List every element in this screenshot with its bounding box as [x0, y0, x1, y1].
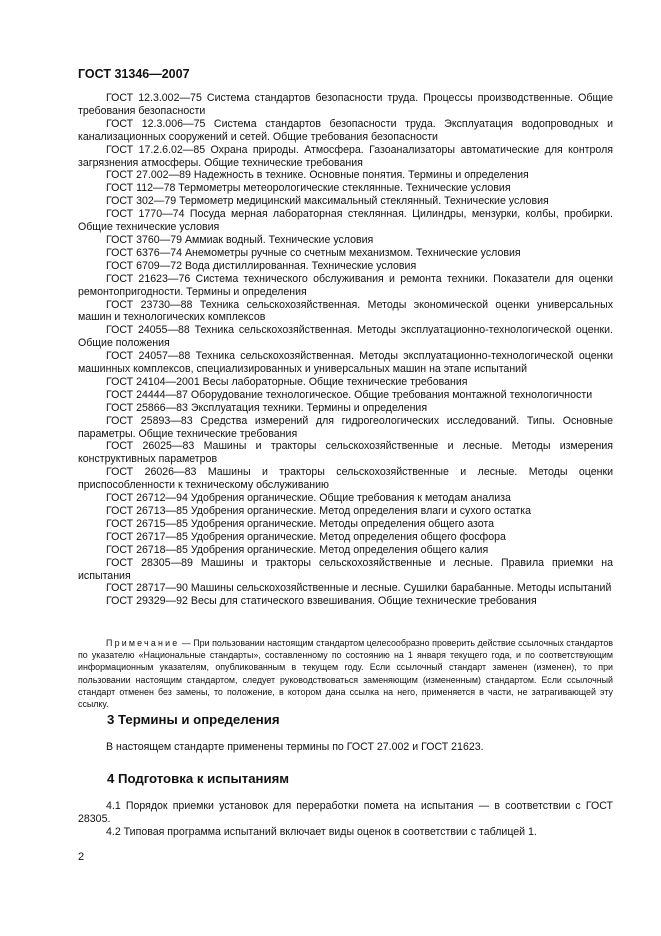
- reference-item: ГОСТ 28305—89 Машины и тракторы сельскохозяйственные и лесные. Правила приемки на испытания: [78, 556, 613, 582]
- note-text: — При пользовании настоящим стандартом целесообразно проверить действие ссылочных стандартов по указателю «Национальные стандарты», составленному по состоянию на 1 января текущего года, и по соответствующим информационным указателям, опубликованным в текущем году. Если ссылочный стандарт заменен (изменен), то при пользовании настоящим стандартом, следует руководствоваться заменяющим (измененным) стандартом. Если ссылочный стандарт отменен без замены, то положение, в котором дана ссылка на него, применяется в части, не затрагивающей эту ссылку.: [78, 638, 614, 710]
- reference-item: ГОСТ 12.3.002—75 Система стандартов безопасности труда. Процессы производственные. Общие требования безопасности: [78, 92, 613, 117]
- reference-item: ГОСТ 26025—83 Машины и тракторы сельскохозяйственные и лесные. Методы измерения конструктивных параметров: [78, 440, 613, 466]
- section-4-paragraph-2: 4.2 Типовая программа испытаний включает виды оценок в соответствии с таблицей 1.: [106, 826, 537, 838]
- reference-item: ГОСТ 26715—85 Удобрения органические. Методы определения общего азота: [106, 517, 495, 530]
- section-4-paragraph-1: 4.1 Порядок приемки установок для переработки помета на испытания — в соответствии с ГОСТ 28305.: [78, 800, 613, 825]
- reference-item: ГОСТ 26718—85 Удобрения органические. Метод определения общего калия: [106, 543, 489, 556]
- reference-item: ГОСТ 6376—74 Анемометры ручные со счетным механизмом. Технические условия: [106, 246, 521, 259]
- reference-item: ГОСТ 17.2.6.02—85 Охрана природы. Атмосфера. Газоанализаторы автоматические для контроля загрязнения атмосферы. Общие технические требования: [78, 143, 613, 169]
- reference-item: ГОСТ 112—78 Термометры метеорологические стеклянные. Технические условия: [106, 182, 511, 195]
- reference-item: ГОСТ 302—79 Термометр медицинский максимальный стеклянный. Технические условия: [106, 195, 549, 208]
- reference-item: ГОСТ 25866—83 Эксплуатация техники. Термины и определения: [106, 401, 428, 414]
- note-label: Примечание: [106, 638, 180, 648]
- reference-item: ГОСТ 6709—72 Вода дистиллированная. Технические условия: [106, 259, 417, 272]
- reference-item: ГОСТ 1770—74 Посуда мерная лабораторная стеклянная. Цилиндры, мензурки, колбы, пробирки. Общие технические условия: [78, 208, 613, 234]
- note-paragraph: [78, 637, 613, 710]
- reference-item: ГОСТ 29329—92 Весы для статического взвешивания. Общие технические требования: [106, 595, 537, 608]
- reference-item: ГОСТ 28717—90 Машины сельскохозяйственные и лесные. Сушилки барабанные. Методы испытаний: [106, 582, 612, 595]
- reference-item: ГОСТ 24444—87 Оборудование технологическое. Общие требования монтажной технологичности: [106, 388, 593, 401]
- reference-item: ГОСТ 21623—76 Система технического обслуживания и ремонта техники. Показатели для оценки ремонтопригодности. Термины и определения: [78, 272, 613, 298]
- reference-item: ГОСТ 26717—85 Удобрения органические. Метод определения общего фосфора: [106, 530, 506, 543]
- section-4-title: 4 Подготовка к испытаниям: [107, 771, 290, 786]
- reference-list: [78, 92, 613, 608]
- reference-item: ГОСТ 12.3.006—75 Система стандартов безопасности труда. Эксплуатация водопроводных и канализационных сооружений и сетей. Общие требования безопасности: [78, 117, 613, 143]
- section-3-text: В настоящем стандарте применены термины по ГОСТ 27.002 и ГОСТ 21623.: [106, 741, 484, 753]
- reference-item: ГОСТ 27.002—89 Надежность в технике. Основные понятия. Термины и определения: [106, 169, 529, 182]
- reference-item: ГОСТ 24055—88 Техника сельскохозяйственная. Методы эксплуатационно-технологической оценки. Общие положения: [78, 324, 613, 350]
- reference-item: ГОСТ 24104—2001 Весы лабораторные. Общие технические требования: [106, 375, 468, 388]
- reference-item: ГОСТ 23730—88 Техника сельскохозяйственная. Методы экономической оценки универсальных машин и технологических комплексов: [78, 298, 613, 324]
- section-3-title: 3 Термины и определения: [107, 712, 280, 727]
- reference-item: ГОСТ 24057—88 Техника сельскохозяйственная. Методы эксплуатационно-технологической оценки машинных комплексов, специализированных и универсальных машин на этапе испытаний: [78, 350, 613, 376]
- note-block: [78, 637, 613, 710]
- reference-item: ГОСТ 25893—83 Средства измерений для гидрогеологических исследований. Типы. Основные параметры. Общие технические требования: [78, 414, 613, 440]
- reference-item: ГОСТ 3760—79 Аммиак водный. Технические условия: [106, 233, 374, 246]
- page-number: 2: [78, 851, 85, 863]
- reference-item: ГОСТ 26712—94 Удобрения органические. Общие требования к методам анализа: [106, 492, 511, 505]
- reference-item: ГОСТ 26713—85 Удобрения органические. Метод определения влаги и сухого остатка: [106, 505, 532, 517]
- document-header: ГОСТ 31346—2007: [78, 67, 190, 81]
- reference-item: ГОСТ 26026—83 Машины и тракторы сельскохозяйственные и лесные. Методы оценки приспособленности к техническому обслуживанию: [78, 466, 613, 492]
